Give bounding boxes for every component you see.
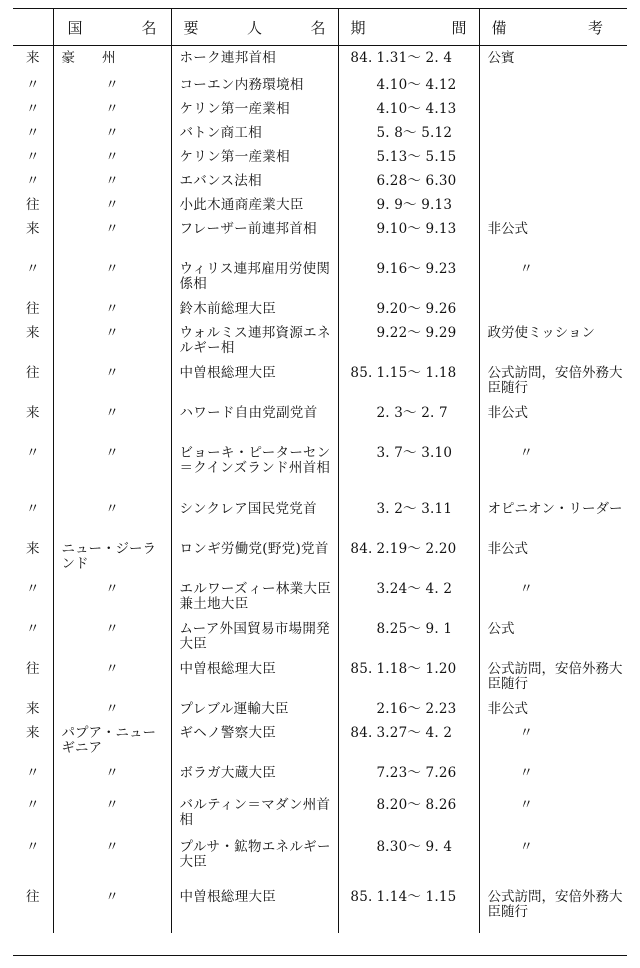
official-name: エルワーズィー林業大臣兼土地大臣 — [171, 577, 338, 617]
country-name: 〃 — [53, 497, 171, 537]
period-dates: 5.13～ 5.15 — [376, 148, 457, 165]
table-row — [13, 145, 627, 169]
period-dates: 9.10～ 9.13 — [376, 220, 457, 237]
remarks: 公式訪問，安倍外務大臣随行 — [479, 361, 627, 401]
remarks — [479, 97, 627, 121]
visits-table — [13, 9, 627, 933]
country-name: 〃 — [53, 793, 171, 835]
official-name: ロンギ労働党(野党)党首 — [171, 537, 338, 577]
period-dates: 5. 8～ 5.12 — [376, 124, 453, 141]
official-name: 鈴木前総理大臣 — [171, 297, 338, 321]
period-dates: 2. 3～ 2. 7 — [376, 404, 448, 421]
table-row — [13, 193, 627, 217]
official-name: バルティン＝マダン州首相 — [171, 793, 338, 835]
visit-period — [338, 721, 479, 761]
period-dates: 4.10～ 4.12 — [376, 76, 457, 93]
remarks: 〃 — [479, 257, 627, 297]
official-name: ウォルミス連邦資源エネルギー相 — [171, 321, 338, 361]
table-row — [13, 441, 627, 497]
period-dates: 1.18～ 1.20 — [376, 660, 457, 677]
visit-direction: 来 — [26, 724, 40, 741]
table-row — [13, 121, 627, 145]
visit-direction: 〃 — [26, 260, 40, 277]
table-row — [13, 657, 627, 697]
official-name: 中曽根総理大臣 — [171, 657, 338, 697]
table-row — [13, 537, 627, 577]
table-body — [13, 46, 627, 933]
period-year: 84. — [350, 50, 373, 66]
visit-period — [338, 441, 479, 497]
period-dates: 3.27～ 4. 2 — [376, 724, 453, 741]
visit-period — [338, 793, 479, 835]
visit-direction: 往 — [26, 660, 40, 677]
table-row — [13, 885, 627, 933]
country-name: 〃 — [53, 761, 171, 793]
remarks: 非公式 — [479, 697, 627, 721]
period-dates: 1.14～ 1.15 — [376, 888, 457, 905]
visit-direction: 〃 — [26, 172, 40, 189]
official-name: エバンス法相 — [171, 169, 338, 193]
official-name: ギヘノ警察大臣 — [171, 721, 338, 761]
table-row — [13, 46, 627, 73]
country-name: 〃 — [53, 73, 171, 97]
official-name: 中曽根総理大臣 — [171, 885, 338, 933]
table-row — [13, 297, 627, 321]
table-row — [13, 793, 627, 835]
remarks: 〃 — [479, 441, 627, 497]
visit-period — [338, 497, 479, 537]
header-country: 国 名 — [53, 9, 171, 46]
official-name: ケリン第一産業相 — [171, 97, 338, 121]
table-row — [13, 617, 627, 657]
visit-direction: 往 — [26, 364, 40, 381]
visit-period — [338, 361, 479, 401]
table-header-row — [13, 9, 627, 46]
visit-direction: 往 — [26, 300, 40, 317]
visit-period — [338, 217, 479, 257]
period-dates: 3.24～ 4. 2 — [376, 580, 453, 597]
visit-direction: 〃 — [26, 838, 40, 855]
period-dates: 9.22～ 9.29 — [376, 324, 457, 341]
period-dates: 9. 9～ 9.13 — [376, 196, 453, 213]
remarks: 政労使ミッション — [479, 321, 627, 361]
period-year: 84. — [350, 724, 373, 741]
visits-table-page — [13, 8, 627, 956]
visit-direction: 来 — [26, 404, 40, 421]
period-dates: 3. 2～ 3.11 — [376, 500, 453, 517]
period-dates: 9.20～ 9.26 — [376, 300, 457, 317]
country-name: 〃 — [53, 617, 171, 657]
period-dates: 1.31～ 2. 4 — [376, 50, 453, 66]
visit-period — [338, 537, 479, 577]
country-name: 〃 — [53, 97, 171, 121]
visit-period — [338, 297, 479, 321]
header-direction — [13, 9, 53, 46]
country-name: 〃 — [53, 217, 171, 257]
table-row — [13, 169, 627, 193]
country-name: 〃 — [53, 885, 171, 933]
visit-period — [338, 97, 479, 121]
official-name: シンクレア国民党党首 — [171, 497, 338, 537]
remarks: 公式訪問，安倍外務大臣随行 — [479, 657, 627, 697]
table-row — [13, 73, 627, 97]
official-name: フレーザー前連邦首相 — [171, 217, 338, 257]
remarks — [479, 169, 627, 193]
remarks: 公賓 — [479, 46, 627, 73]
country-name: 豪 州 — [53, 46, 171, 73]
visit-direction: 往 — [26, 196, 40, 213]
table-row — [13, 401, 627, 441]
visit-period — [338, 257, 479, 297]
visit-direction: 〃 — [26, 444, 40, 461]
period-dates: 3. 7～ 3.10 — [376, 444, 453, 461]
visit-period — [338, 145, 479, 169]
country-name: 〃 — [53, 835, 171, 885]
table-row — [13, 361, 627, 401]
remarks: 非公式 — [479, 401, 627, 441]
official-name: コーエン内務環境相 — [171, 73, 338, 97]
visit-period — [338, 46, 479, 73]
visit-direction: 〃 — [26, 580, 40, 597]
official-name: ハワード自由党副党首 — [171, 401, 338, 441]
official-name: ムーア外国貿易市場開発大臣 — [171, 617, 338, 657]
country-name: 〃 — [53, 321, 171, 361]
visit-direction: 〃 — [26, 100, 40, 117]
visit-direction: 来 — [26, 700, 40, 717]
remarks: 〃 — [479, 721, 627, 761]
period-year: 85. — [350, 660, 373, 677]
visit-direction: 往 — [26, 888, 40, 905]
table-row — [13, 321, 627, 361]
period-dates: 1.15～ 1.18 — [376, 364, 457, 381]
period-dates: 2.16～ 2.23 — [376, 700, 457, 717]
country-name: 〃 — [53, 193, 171, 217]
visit-period — [338, 121, 479, 145]
header-official: 要 人 名 — [171, 9, 338, 46]
visit-period — [338, 321, 479, 361]
table-row — [13, 97, 627, 121]
visit-period — [338, 761, 479, 793]
official-name: ケリン第一産業相 — [171, 145, 338, 169]
country-name: 〃 — [53, 145, 171, 169]
remarks: 〃 — [479, 793, 627, 835]
country-name: 〃 — [53, 257, 171, 297]
visit-period — [338, 401, 479, 441]
official-name: ビョーキ・ピーターセン＝クインズランド州首相 — [171, 441, 338, 497]
remarks: 〃 — [479, 577, 627, 617]
remarks: 〃 — [479, 835, 627, 885]
period-dates: 9.16～ 9.23 — [376, 260, 457, 277]
country-name: 〃 — [53, 401, 171, 441]
remarks — [479, 145, 627, 169]
country-name: 〃 — [53, 441, 171, 497]
header-period: 期 間 — [338, 9, 479, 46]
visit-direction: 来 — [26, 540, 40, 557]
country-name: 〃 — [53, 577, 171, 617]
country-name: 〃 — [53, 169, 171, 193]
country-name: 〃 — [53, 121, 171, 145]
remarks — [479, 297, 627, 321]
table-row — [13, 721, 627, 761]
visit-direction: 来 — [26, 50, 40, 66]
country-name: ニュー・ジーランド — [53, 537, 171, 577]
visit-direction: 〃 — [26, 620, 40, 637]
visit-period — [338, 617, 479, 657]
period-year: 85. — [350, 364, 373, 381]
country-name: 〃 — [53, 361, 171, 401]
visit-period — [338, 657, 479, 697]
country-name: パプア・ニューギニア — [53, 721, 171, 761]
table-row — [13, 497, 627, 537]
official-name: ウィリス連邦雇用労使関係相 — [171, 257, 338, 297]
official-name: 小此木通商産業大臣 — [171, 193, 338, 217]
visit-period — [338, 577, 479, 617]
remarks — [479, 193, 627, 217]
visit-direction: 〃 — [26, 124, 40, 141]
header-remarks: 備 考 — [479, 9, 627, 46]
table-row — [13, 217, 627, 257]
visit-direction: 〃 — [26, 148, 40, 165]
country-name: 〃 — [53, 297, 171, 321]
visit-period — [338, 169, 479, 193]
table-row — [13, 835, 627, 885]
period-dates: 8.30～ 9. 4 — [376, 838, 453, 855]
table-row — [13, 697, 627, 721]
visit-direction: 〃 — [26, 764, 40, 781]
period-dates: 8.20～ 8.26 — [376, 796, 457, 813]
remarks — [479, 121, 627, 145]
table-row — [13, 761, 627, 793]
visit-period — [338, 73, 479, 97]
table-row — [13, 257, 627, 297]
official-name: プレブル運輸大臣 — [171, 697, 338, 721]
remarks — [479, 73, 627, 97]
official-name: プルサ・鉱物エネルギー大臣 — [171, 835, 338, 885]
visit-direction: 〃 — [26, 500, 40, 517]
visit-period — [338, 697, 479, 721]
official-name: ホーク連邦首相 — [171, 46, 338, 73]
period-year: 85. — [350, 888, 373, 905]
period-dates: 4.10～ 4.13 — [376, 100, 457, 117]
period-year: 84. — [350, 540, 373, 557]
remarks: 非公式 — [479, 537, 627, 577]
visit-period — [338, 885, 479, 933]
remarks: 公式 — [479, 617, 627, 657]
remarks: 〃 — [479, 761, 627, 793]
period-dates: 7.23～ 7.26 — [376, 764, 457, 781]
visit-direction: 来 — [26, 220, 40, 237]
official-name: バトン商工相 — [171, 121, 338, 145]
remarks: 公式訪問，安倍外務大臣随行 — [479, 885, 627, 933]
remarks: オピニオン・リーダー — [479, 497, 627, 537]
visit-direction: 〃 — [26, 76, 40, 93]
visit-direction: 〃 — [26, 796, 40, 813]
visit-direction: 来 — [26, 324, 40, 341]
official-name: ボラガ大蔵大臣 — [171, 761, 338, 793]
visit-period — [338, 193, 479, 217]
country-name: 〃 — [53, 697, 171, 721]
country-name: 〃 — [53, 657, 171, 697]
visit-period — [338, 835, 479, 885]
period-dates: 6.28～ 6.30 — [376, 172, 457, 189]
period-dates: 2.19～ 2.20 — [376, 540, 457, 557]
remarks: 非公式 — [479, 217, 627, 257]
period-dates: 8.25～ 9. 1 — [376, 620, 453, 637]
official-name: 中曽根総理大臣 — [171, 361, 338, 401]
table-row — [13, 577, 627, 617]
